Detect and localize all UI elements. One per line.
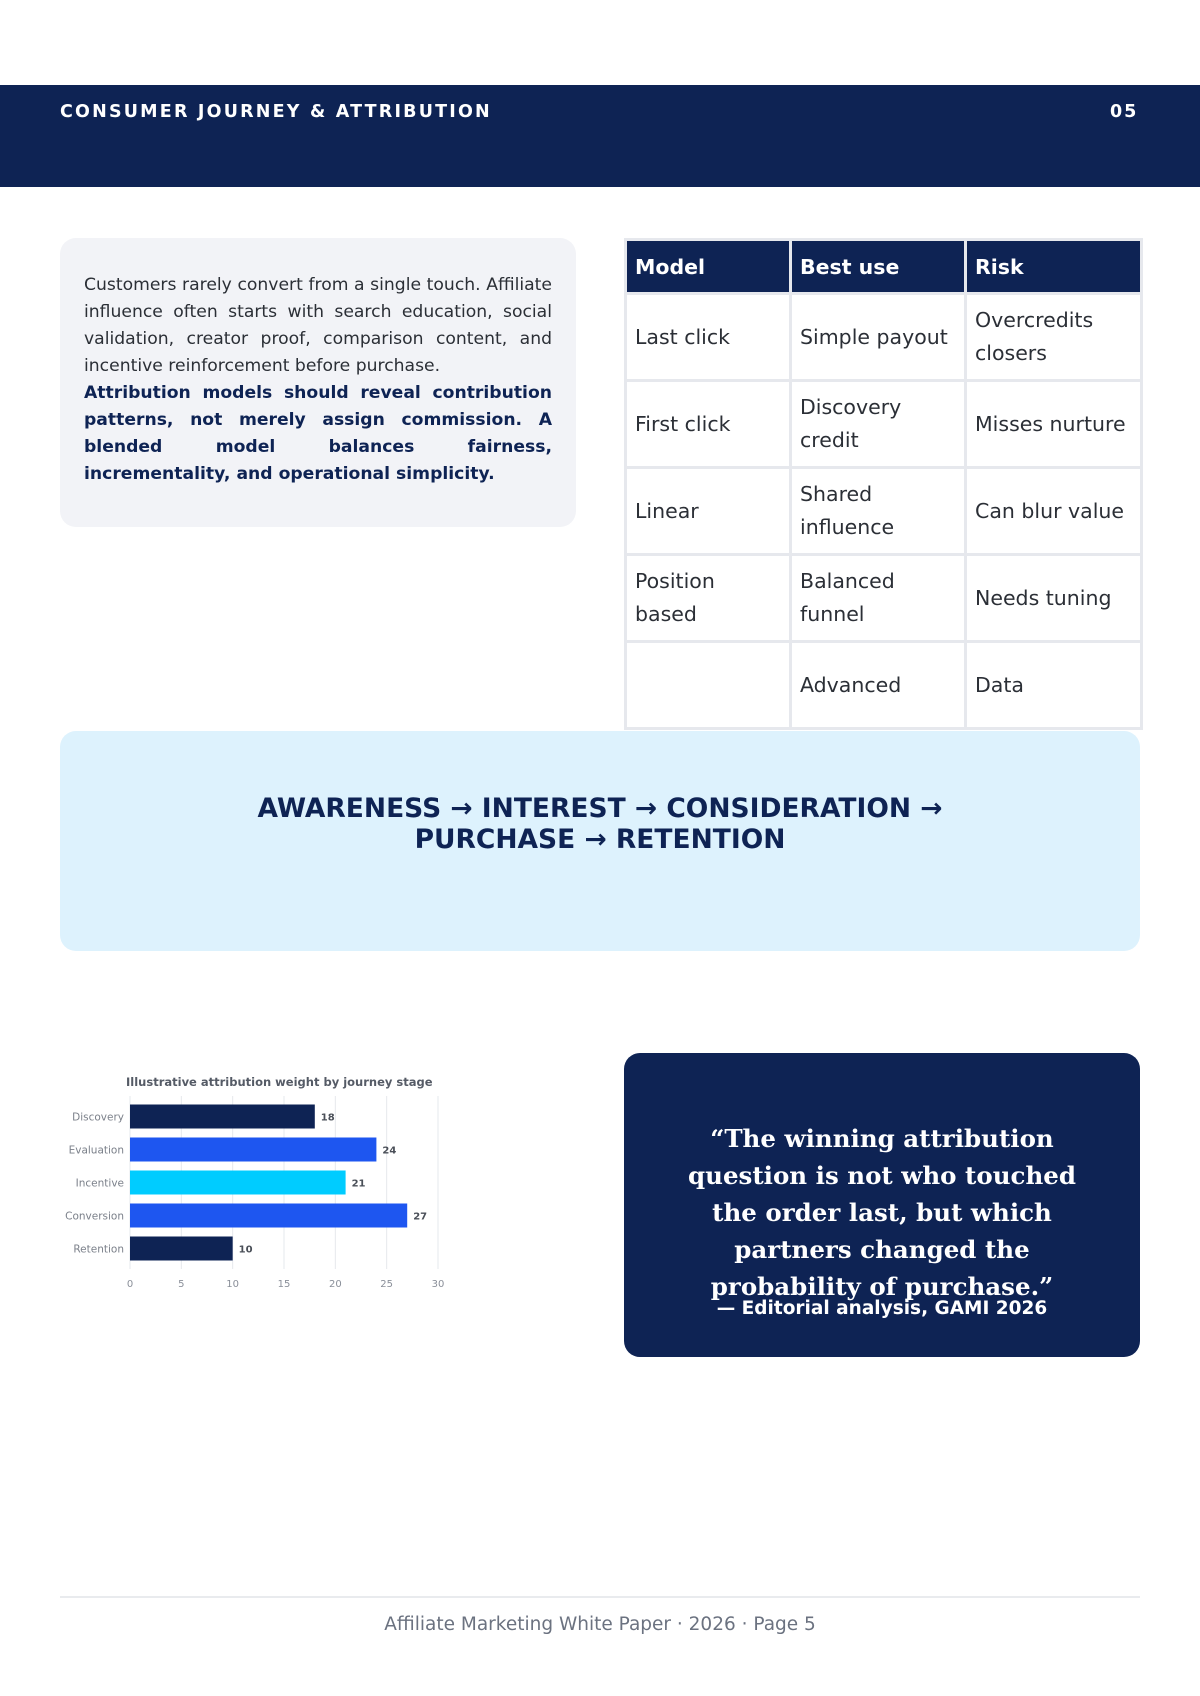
footer-text: Affiliate Marketing White Paper · 2026 · Page 5 (384, 1614, 816, 1635)
table-row (626, 642, 1142, 729)
table-cell: Shared influence (791, 468, 966, 555)
table-cell: Discovery credit (791, 381, 966, 468)
journey-stages: AWARENESS → INTEREST → CONSIDERATION → PURCHASE → RETENTION (257, 793, 943, 855)
pull-quote: “The winning attribution question is not who touched the order last, but which partners changed the probability of purchase.” (688, 1124, 1076, 1301)
table-row (626, 294, 1142, 381)
table-cell: First click (626, 381, 791, 468)
intro-emphasis: Attribution models should reveal contribution patterns, not merely assign commission. A blended model balances fairness, incrementality, and operational simplicity. (84, 383, 552, 484)
value-label: 24 (382, 1145, 397, 1157)
table-cell: Balanced funnel (791, 555, 966, 642)
section-title: CONSUMER JOURNEY & ATTRIBUTION (60, 102, 492, 122)
intro-paragraph: Customers rarely convert from a single touch. Affiliate influence often starts with search education, social validation, creator proof, comparison content, and incentive reinforcement before purchase. (84, 275, 552, 376)
attribution-models-table (624, 238, 1140, 697)
category-label: Incentive (75, 1177, 124, 1190)
bar (130, 1105, 315, 1129)
bar (130, 1237, 233, 1261)
header-band (0, 85, 1200, 187)
column-header-model: Model (626, 240, 791, 294)
journey-banner (60, 731, 1140, 951)
x-tick-label: 10 (226, 1279, 240, 1290)
x-tick-label: 15 (277, 1279, 291, 1290)
table-cell: Simple payout (791, 294, 966, 381)
x-tick-label: 25 (380, 1279, 394, 1290)
table-cell: Position based (626, 555, 791, 642)
column-header-best-use: Best use (791, 240, 966, 294)
table-cell: Data (966, 642, 1142, 729)
quote-attribution: — Editorial analysis, GAMI 2026 (716, 1298, 1048, 1319)
table-cell: Linear (626, 468, 791, 555)
attribution-weight-chart (56, 1068, 456, 1298)
value-label: 18 (320, 1112, 335, 1124)
x-tick-label: 0 (126, 1279, 134, 1290)
category-label: Retention (73, 1243, 124, 1256)
footer-divider (60, 1596, 1140, 1598)
value-label: 27 (413, 1211, 428, 1223)
table-cell: Needs tuning (966, 555, 1142, 642)
table-row (626, 468, 1142, 555)
table-header-row (626, 240, 1142, 294)
x-tick-label: 30 (431, 1279, 445, 1290)
table-cell: Advanced (791, 642, 966, 729)
category-label: Conversion (65, 1210, 124, 1223)
category-label: Evaluation (68, 1144, 124, 1157)
table-cell (626, 642, 791, 729)
table-row (626, 381, 1142, 468)
table-cell: Overcredits closers (966, 294, 1142, 381)
bar (130, 1171, 346, 1195)
bar (130, 1204, 407, 1228)
page-number: 05 (1110, 102, 1139, 122)
intro-card (60, 238, 576, 527)
table-cell: Last click (626, 294, 791, 381)
x-tick-label: 20 (328, 1279, 342, 1290)
table-cell: Misses nurture (966, 381, 1142, 468)
table-cell: Can blur value (966, 468, 1142, 555)
value-label: 10 (238, 1244, 253, 1256)
column-header-risk: Risk (966, 240, 1142, 294)
bar (130, 1138, 376, 1162)
value-label: 21 (351, 1178, 366, 1190)
chart-title: Illustrative attribution weight by journey stage (126, 1075, 433, 1089)
table-row (626, 555, 1142, 642)
category-label: Discovery (72, 1111, 124, 1124)
x-tick-label: 5 (178, 1279, 185, 1290)
